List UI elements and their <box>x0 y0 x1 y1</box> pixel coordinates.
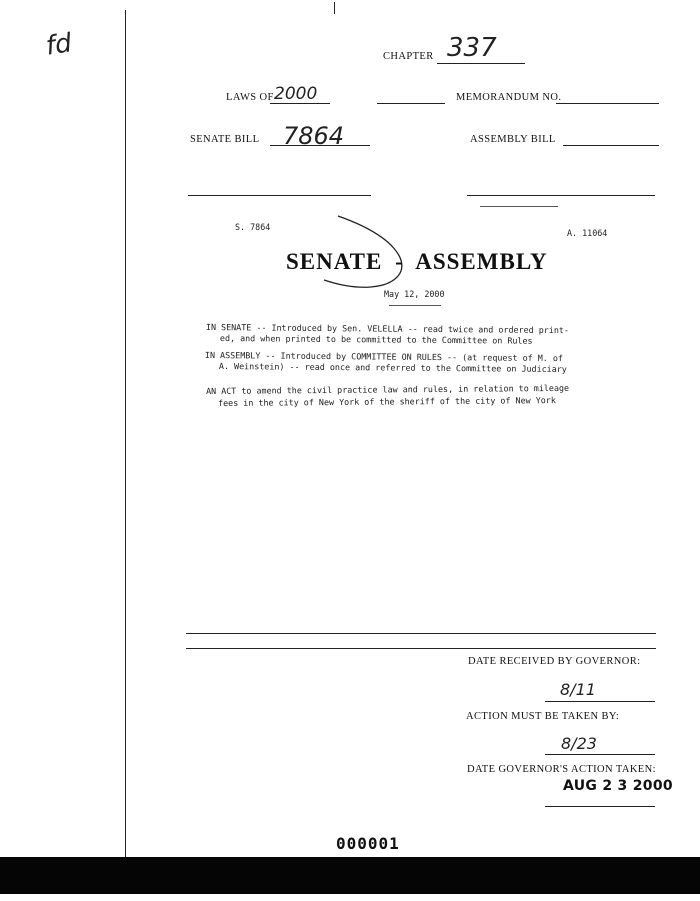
senate-intro-line-2: ed, and when printed to be committed to the Committee on Rules <box>219 333 533 346</box>
blank-line-right <box>467 195 655 196</box>
senate-bill-number: S. 7864 <box>235 222 271 232</box>
assembly-bill-underline <box>563 145 659 146</box>
date-received-label: DATE RECEIVED BY GOVERNOR: <box>468 656 641 667</box>
blank-line-left <box>188 195 371 196</box>
memorandum-label: MEMORANDUM NO. <box>456 92 562 103</box>
laws-of-extra-underline <box>377 103 445 104</box>
chapter-label: CHAPTER <box>383 51 434 62</box>
act-line-2: fees in the city of New York of the sheriff of the city of New York <box>218 395 556 408</box>
senate-bill-label: SENATE BILL <box>190 134 260 145</box>
assembly-bill-label: ASSEMBLY BILL <box>470 134 556 145</box>
senate-bill-value: 7864 <box>283 122 345 150</box>
action-taken-label: DATE GOVERNOR'S ACTION TAKEN: <box>467 764 656 775</box>
assembly-intro-line-2: A. Weinstein) -- read once and referred to the Committee on Judiciary <box>218 361 567 375</box>
handwritten-initials: fd <box>44 28 74 62</box>
act-line-1: AN ACT to amend the civil practice law and rules, in relation to mileage <box>206 382 570 396</box>
title-assembly: ASSEMBLY <box>415 249 548 274</box>
laws-of-underline <box>270 103 330 104</box>
senate-intro-line-1: IN SENATE -- Introduced by Sen. VELELLA -- read twice and ordered print- <box>205 322 570 336</box>
action-taken-underline <box>545 806 655 807</box>
date-underline <box>389 305 441 306</box>
top-tick-mark <box>334 2 335 14</box>
senate-bill-underline <box>270 145 370 146</box>
action-must-label: ACTION MUST BE TAKEN BY: <box>466 711 620 722</box>
chapter-value: 337 <box>447 33 497 63</box>
action-taken-stamp: AUG 2 3 2000 <box>563 778 673 794</box>
action-must-underline <box>545 754 655 755</box>
left-margin-rule <box>125 10 126 860</box>
laws-of-label: LAWS OF <box>226 92 274 103</box>
page-number: 000001 <box>336 834 400 853</box>
assembly-bill-number: A. 11064 <box>567 228 608 238</box>
bill-title <box>286 249 548 275</box>
assembly-intro-line-1: IN ASSEMBLY -- Introduced by COMMITTEE ON RULES -- (at request of M. of <box>204 350 563 364</box>
date-received-value: 8/11 <box>560 680 596 699</box>
chapter-underline <box>437 63 525 64</box>
laws-of-value: 2000 <box>274 84 318 104</box>
memorandum-underline <box>556 103 659 104</box>
title-senate: SENATE <box>286 249 383 274</box>
date-received-underline <box>545 701 655 702</box>
section-rule-2 <box>186 648 656 649</box>
action-must-value: 8/23 <box>561 734 597 753</box>
blank-line-right-short <box>480 206 558 207</box>
bill-date: May 12, 2000 <box>384 289 445 299</box>
section-rule-1 <box>186 633 656 634</box>
scan-footer-bar <box>0 857 700 894</box>
title-separator: - <box>395 249 404 274</box>
